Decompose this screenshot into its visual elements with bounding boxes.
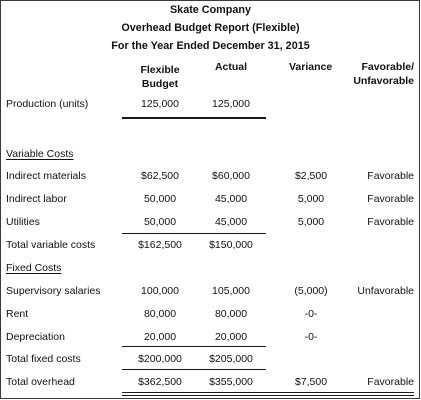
- report-period: For the Year Ended December 31, 2015: [111, 40, 310, 52]
- row-label: Depreciation: [6, 331, 65, 343]
- row-flexible: 50,000: [143, 193, 177, 205]
- row-variance: -0-: [304, 308, 318, 320]
- col-variance: Variance: [289, 61, 333, 73]
- row-status: Favorable: [367, 170, 414, 182]
- row-label: Supervisory salaries: [6, 285, 101, 297]
- total-overhead-variance: $7,500: [294, 376, 328, 388]
- fixed-total-rule: [122, 369, 266, 370]
- variable-costs-heading: Variable Costs: [6, 148, 74, 160]
- total-variable-actual: $150,000: [209, 239, 253, 251]
- row-label: Utilities: [6, 216, 40, 228]
- grand-total-double-rule: [122, 392, 414, 396]
- row-status: Favorable: [367, 193, 414, 205]
- row-actual: 45,000: [214, 193, 248, 205]
- total-fixed-flexible: $200,000: [138, 353, 182, 365]
- row-variance: 5,000: [297, 193, 325, 205]
- company-name: Skate Company: [169, 4, 251, 16]
- total-overhead-status: Favorable: [367, 376, 414, 388]
- report-title: Overhead Budget Report (Flexible): [121, 22, 300, 34]
- production-rule: [122, 117, 266, 119]
- row-actual: 45,000: [214, 216, 248, 228]
- row-status: Unfavorable: [357, 285, 414, 297]
- row-variance: (5,000): [294, 285, 328, 297]
- row-label: Indirect labor: [6, 193, 67, 205]
- col-favorable-line1: Favorable/: [361, 61, 414, 73]
- total-fixed-actual: $205,000: [209, 353, 253, 365]
- total-overhead-actual: $355,000: [209, 376, 253, 388]
- col-favorable-line2: Unfavorable: [353, 75, 414, 87]
- total-overhead-label: Total overhead: [6, 376, 75, 388]
- row-flexible: $62,500: [141, 170, 179, 182]
- row-actual: 20,000: [214, 331, 248, 343]
- row-flexible: 50,000: [143, 216, 177, 228]
- row-actual: 105,000: [212, 285, 250, 297]
- variable-subtotal-rule: [122, 233, 266, 234]
- row-actual: 80,000: [214, 308, 248, 320]
- total-fixed-label: Total fixed costs: [6, 353, 81, 365]
- row-variance: -0-: [304, 331, 318, 343]
- row-status: Favorable: [367, 216, 414, 228]
- fixed-subtotal-rule: [122, 346, 266, 347]
- row-actual: $60,000: [212, 170, 250, 182]
- row-variance: 5,000: [297, 216, 325, 228]
- total-variable-flexible: $162,500: [138, 239, 182, 251]
- row-flexible: 100,000: [141, 285, 179, 297]
- row-flexible: 20,000: [143, 331, 177, 343]
- production-label: Production (units): [6, 98, 89, 110]
- row-label: Indirect materials: [6, 170, 86, 182]
- row-flexible: 80,000: [143, 308, 177, 320]
- total-variable-label: Total variable costs: [6, 239, 96, 251]
- fixed-costs-heading: Fixed Costs: [6, 262, 62, 274]
- col-flexible-line2: Budget: [141, 78, 179, 90]
- production-flexible: 125,000: [141, 98, 179, 110]
- col-flexible-line1: Flexible: [140, 64, 180, 76]
- row-variance: $2,500: [294, 170, 328, 182]
- total-overhead-flexible: $362,500: [138, 376, 182, 388]
- production-actual: 125,000: [212, 98, 250, 110]
- col-actual: Actual: [214, 61, 248, 73]
- row-label: Rent: [6, 308, 29, 320]
